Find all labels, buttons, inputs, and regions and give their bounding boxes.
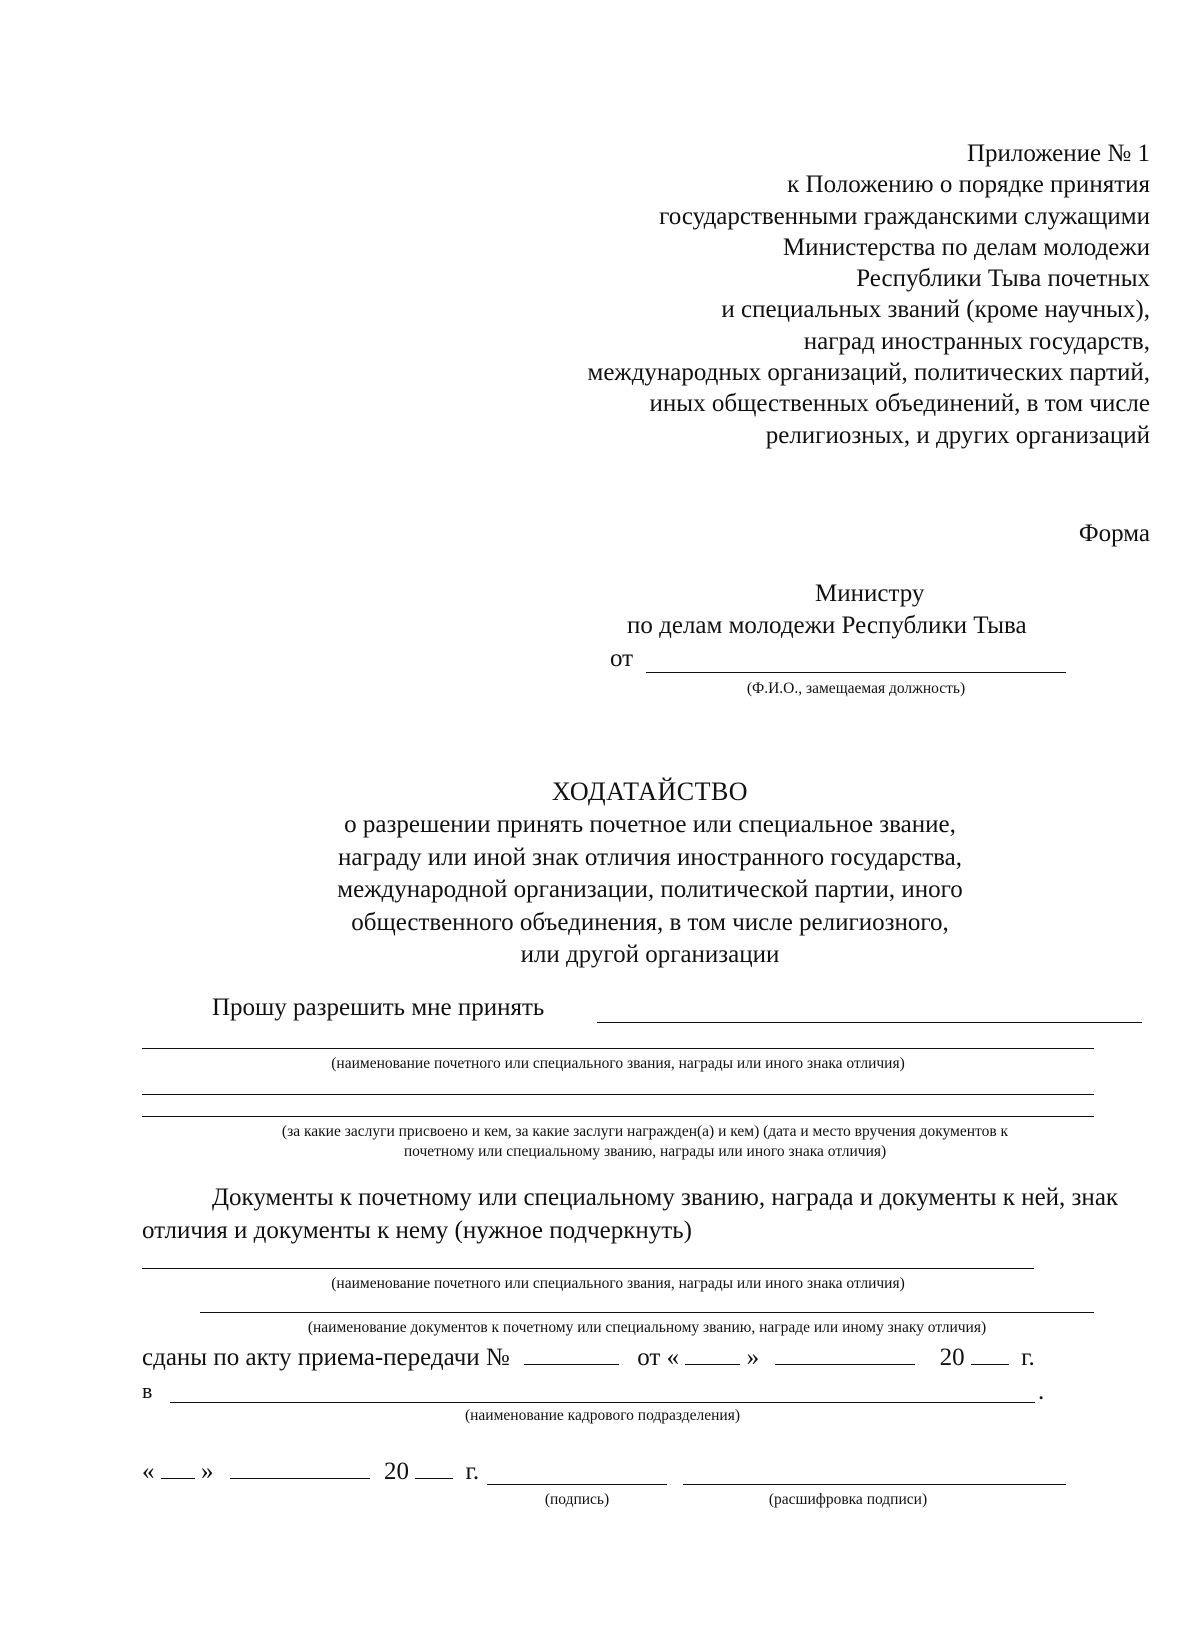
appendix-line: и специальных званий (кроме научных), [721, 296, 1150, 324]
act-month-field[interactable] [775, 1342, 915, 1365]
from-caption: (Ф.И.О., замещаемая должность) [746, 680, 966, 697]
subtitle-line: международной организации, политической партии, иного [337, 876, 963, 903]
documents-award-field[interactable] [142, 1268, 1034, 1269]
merits-caption-line-2: почетному или специальному званию, награды или иного знака отличия) [403, 1143, 887, 1160]
document-title: ХОДАТАЙСТВО [551, 777, 749, 806]
sign-year-prefix: 20 [384, 1458, 409, 1485]
appendix-line: Приложение № 1 [966, 140, 1150, 167]
award-name-field-continued[interactable] [142, 1048, 1094, 1049]
award-caption: (наименование почетного или специального звания, награды или иного знака отличия) [331, 1055, 905, 1072]
act-in-label: в [142, 1378, 153, 1403]
merits-field-2[interactable] [142, 1116, 1094, 1117]
appendix-header [588, 138, 1150, 451]
signature-field[interactable] [487, 1484, 667, 1485]
act-number-field[interactable] [524, 1342, 619, 1365]
award-name-field[interactable] [597, 1022, 1142, 1023]
request-text: Прошу разрешить мне принять [212, 994, 545, 1021]
appendix-line: Республики Тыва почетных [856, 265, 1150, 293]
sign-year-suffix: г. [465, 1458, 480, 1485]
addressee-dept: по делам молодежи Республики Тыва [627, 612, 1027, 639]
signature-row [142, 1456, 479, 1486]
appendix-line: к Положению о порядке принятия [787, 171, 1150, 199]
hr-department-caption: (наименование кадрового подразделения) [464, 1407, 741, 1424]
document-title-block [200, 775, 1100, 972]
act-handed-text: сданы по акту приема-передачи № [142, 1344, 510, 1371]
subtitle-line: или другой организации [520, 941, 780, 968]
documents-paragraph: Документы к почетному или специальному званию, награда и документы к ней, знак отличия и документы к нему (нужное подчеркнуть) [142, 1184, 1119, 1244]
documents-list-field[interactable] [200, 1312, 1094, 1313]
sign-open-quote: « [142, 1458, 155, 1485]
appendix-line: наград иностранных государств, [803, 327, 1150, 355]
act-year-prefix: 20 [939, 1344, 965, 1371]
addressee-from-label: от [610, 645, 634, 672]
act-close-quote: » [746, 1344, 760, 1371]
merits-caption-line-1: (за какие заслуги присвоено и кем, за какие заслуги награжден(а) и кем) (дата и место вручения документов к [281, 1123, 1009, 1140]
appendix-line: иных общественных объединений, в том числе [649, 390, 1150, 418]
documents-award-caption: (наименование почетного или специального звания, награды или иного знака отличия) [331, 1275, 905, 1292]
appendix-line: Министерства по делам молодежи [782, 233, 1150, 261]
sign-year-field[interactable] [415, 1456, 453, 1479]
addressee-to: Министру [815, 580, 925, 607]
hr-department-field[interactable] [170, 1402, 1035, 1403]
act-year-field[interactable] [971, 1342, 1009, 1365]
act-in-end: . [1038, 1378, 1045, 1405]
subtitle-line: награду или иной знак отличия иностранного государства, [338, 843, 962, 871]
act-row [142, 1342, 1035, 1372]
act-day-field[interactable] [685, 1342, 740, 1365]
sign-day-field[interactable] [161, 1456, 195, 1479]
merits-field-1[interactable] [142, 1094, 1094, 1095]
form-label: Форма [1078, 520, 1150, 547]
subtitle-line: о разрешении принять почетное или специальное звание, [344, 811, 956, 838]
signature-decode-field[interactable] [683, 1484, 1066, 1485]
subtitle-line: общественного объединения, в том числе религиозного, [351, 908, 949, 936]
from-name-field[interactable] [646, 672, 1066, 673]
signature-caption: (подпись) [544, 1491, 610, 1508]
documents-list-caption: (наименование документов к почетному или специальному званию, награде или иному знаку отличия) [307, 1319, 987, 1336]
appendix-line: государственными гражданскими служащими [659, 202, 1150, 230]
act-year-suffix: г. [1021, 1344, 1035, 1371]
act-from-text: от « [637, 1344, 680, 1371]
appendix-line: международных организаций, политических партий, [587, 359, 1150, 387]
appendix-line: религиозных, и других организаций [765, 421, 1150, 449]
signature-decode-caption: (расшифровка подписи) [768, 1491, 928, 1508]
sign-month-field[interactable] [230, 1456, 370, 1479]
sign-close-quote: » [201, 1458, 214, 1485]
